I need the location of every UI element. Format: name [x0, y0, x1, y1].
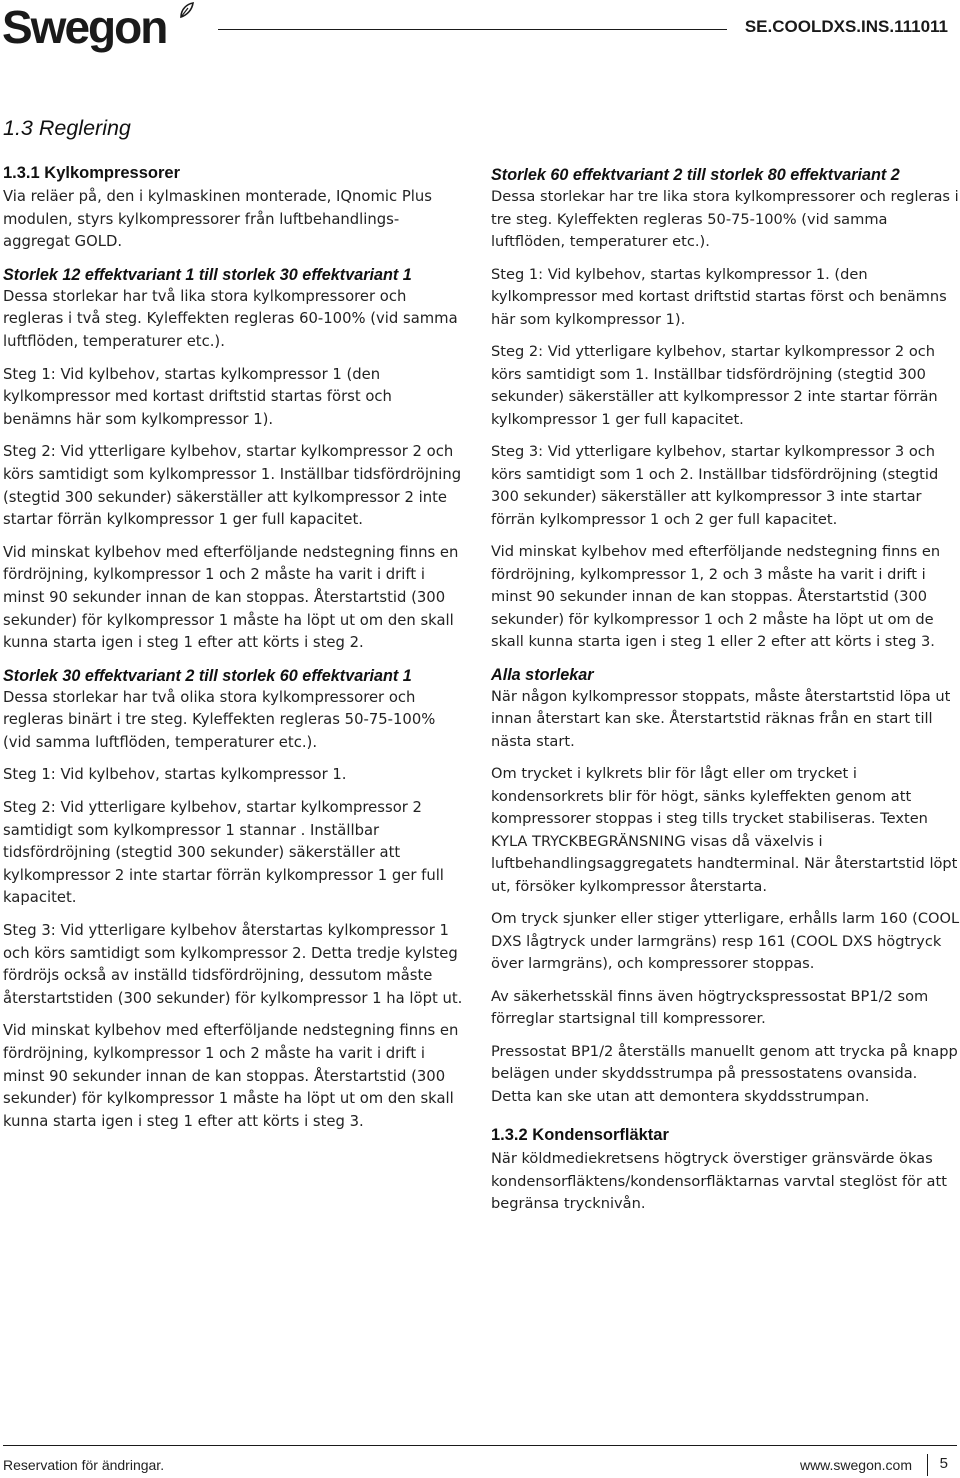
footer-url-link[interactable]: www.swegon.com	[799, 1457, 912, 1473]
heading-kylkompressorer: 1.3.1 Kylkompressorer	[3, 164, 181, 182]
paragraph: Steg 3: Vid ytterligare kylbehov återstartas kylkompressor 1 och körs samtidigt som kylkompressor 2. Detta tredje kylsteg fördröjs också av inställd tidsfördröjning, dessutom måste återstartstiden (300 sekunder) för kylkompressor 1 ha löpt ut.	[3, 922, 463, 1007]
heading-size-30-60: Storlek 30 effektvariant 2 till storlek 60 effektvariant 1	[3, 666, 412, 685]
paragraph: Vid minskat kylbehov med efterföljande nedstegning finns en fördröjning, kylkompressor 1 och 2 måste ha varit i drift i minst 90 sekunder innan de kan stoppas. Återstartstid (300 sekunder) för kylkompressor 1 måste ha löpt ut om den skall kunna starta igen i steg 1 efter att körts i steg 2.	[3, 543, 459, 652]
paragraph: Om trycket i kylkrets blir för lågt eller om trycket i kondensorkrets blir för högt, sänks kyleffekten genom att kompressorer stoppas i steg tills trycket stabiliseras. Texten KYLA TRYCKBEGRÄNSNING visas då växelvis i luftbehandlingsaggregatets handterminal. När återstartstid löpt ut, försöker kylkompressor återstarta.	[491, 765, 958, 895]
footer-rule	[3, 1445, 957, 1446]
paragraph: Steg 1: Vid kylbehov, startas kylkompressor 1.	[3, 766, 347, 784]
page-number: 5	[939, 1455, 948, 1472]
heading-kondensorflaktar: 1.3.2 Kondensorfläktar	[491, 1126, 669, 1144]
left-column	[3, 162, 465, 1143]
page-footer	[0, 1445, 960, 1478]
paragraph: Av säkerhetsskäl finns även högtryckspressostat BP1/2 som förreglar startsignal till kompressorer.	[491, 987, 929, 1027]
paragraph: Steg 3: Vid ytterligare kylbehov, startar kylkompressor 3 och körs samtidigt som 1 och 2. Inställbar tidsfördröjning (stegtid 300 sekunder) säkerställer att kylkompressor 3 inte startar förrän kylkompressor 1 och 2 ger full kapacitet.	[491, 443, 939, 528]
paragraph: När någon kylkompressor stoppats, måste återstartstid löpa ut innan återstart kan ske. Återstartstid räknas från en start till nästa start.	[491, 687, 951, 750]
paragraph: Steg 2: Vid ytterligare kylbehov, startar kylkompressor 2 och körs samtidigt som kylkompressor 1. Inställbar tidsfördröjning (stegtid 300 sekunder) säkerställer att kylkompressor 2 inte startar förrän kylkompressor 1 ger full kapacitet.	[3, 443, 462, 529]
paragraph: Steg 2: Vid ytterligare kylbehov, startar kylkompressor 2 samtidigt som kylkompressor 1 stannar . Inställbar tidsfördröjning (stegtid 300 sekunder) säkerställer att kylkompressor 2 inte startar förrän kylkompressor 1 ger full kapacitet.	[3, 799, 444, 907]
paragraph: Steg 1: Vid kylbehov, startas kylkompressor 1 (den kylkompressor med kortast driftstid startas först och benämns här som kylkompressor 1).	[3, 365, 392, 428]
paragraph: Vid minskat kylbehov med efterföljande nedstegning finns en fördröjning, kylkompressor 1 och 2 måste ha varit i drift i minst 90 sekunder innan de kan stoppas. Återstartstid (300 sekunder) för kylkompressor 1 måste ha löpt ut om den skall kunna starta igen i steg 1 efter att körts i steg 3.	[3, 1022, 459, 1130]
document-code: SE.COOLDXS.INS.111011	[744, 17, 948, 36]
footer-disclaimer: Reservation för ändringar.	[3, 1457, 165, 1473]
heading-alla-storlekar: Alla storlekar	[491, 665, 594, 684]
paragraph: När köldmediekretsens högtryck överstiger gränsvärde ökas kondensorfläktens/kondensorfläktarnas varvtal steglöst för att begränsa trycknivån.	[491, 1150, 947, 1212]
section-title: 1.3 Reglering	[3, 116, 131, 140]
footer-divider	[927, 1454, 928, 1476]
page-header	[0, 0, 960, 60]
paragraph: Dessa storlekar har tre lika stora kylkompressorer och regleras i tre steg. Kyleffekten regleras 50-75-100% (vid samma luftflöden, temperaturer etc.).	[491, 188, 959, 250]
heading-size-60-80: Storlek 60 effektvariant 2 till storlek 80 effektvariant 2	[491, 166, 900, 184]
leaf-icon	[178, 2, 194, 20]
paragraph: Dessa storlekar har två olika stora kylkompressorer och regleras binärt i tre steg. Kyleffekten regleras 50-75-100% (vid samma luftflöden, temperaturer etc.).	[3, 688, 436, 751]
paragraph: Om tryck sjunker eller stiger ytterligare, erhålls larm 160 (COOL DXS lågtryck under larmgräns) resp 161 (COOL DXS högtryck över larmgräns), och kompressorer stoppas.	[491, 910, 960, 972]
heading-size-12-30: Storlek 12 effektvariant 1 till storlek 30 effektvariant 1	[3, 265, 412, 284]
paragraph: Via reläer på, den i kylmaskinen monterade, IQnomic Plus modulen, styrs kylkompressorer från luftbehandlings-aggregat GOLD.	[3, 188, 432, 251]
right-column	[491, 164, 960, 1226]
paragraph: Pressostat BP1/2 återställs manuellt genom att trycka på knapp belägen under skyddsstrumpa på pressostatens ovansida. Detta kan ske utan att demontera skyddsstrumpan.	[491, 1042, 958, 1105]
swegon-logo: Swegon	[2, 1, 167, 53]
header-rule	[218, 29, 727, 30]
paragraph: Steg 2: Vid ytterligare kylbehov, startar kylkompressor 2 och körs samtidigt som 1. Inställbar tidsfördröjning (stegtid 300 sekunder) säkerställer att kylkompressor 2 inte startar förrän kylkompressor 1 ger full kapacitet.	[491, 343, 938, 428]
paragraph: Steg 1: Vid kylbehov, startas kylkompressor 1. (den kylkompressor med kortast driftstid startas först och benämns här som kylkompressor 1).	[491, 265, 947, 328]
paragraph: Vid minskat kylbehov med efterföljande nedstegning finns en fördröjning, kylkompressor 1, 2 och 3 måste ha varit i drift i minst 90 sekunder innan de kan stoppas. Återstartstid (300 sekunder) för kylkompressor 1 och 2 måste ha löpt ut om de skall kunna starta igen i steg 1 eller 2 efter att körts i steg 3.	[491, 543, 941, 650]
paragraph: Dessa storlekar har två lika stora kylkompressorer och regleras i två steg. Kyleffekten regleras 60-100% (vid samma luftflöden, temperaturer etc.).	[3, 287, 458, 350]
